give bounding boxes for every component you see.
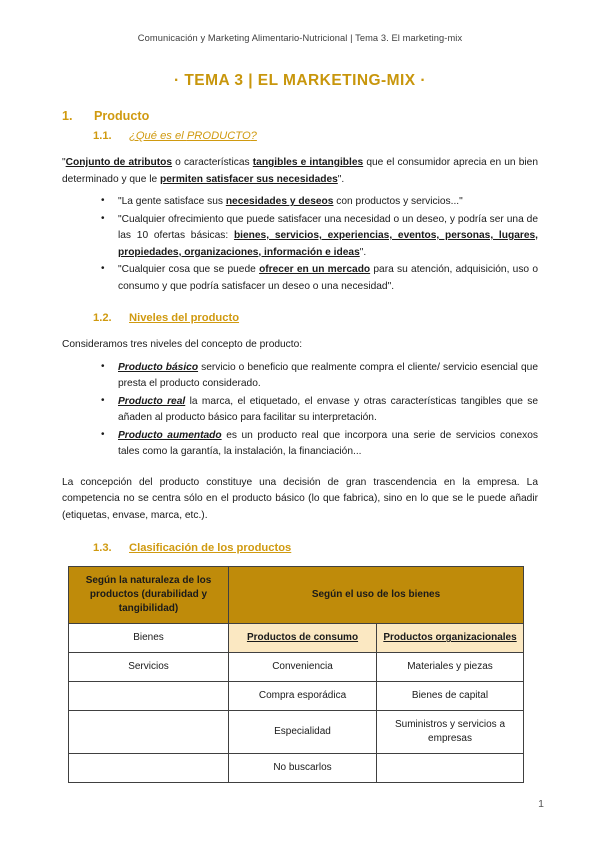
list-item — [101, 194, 538, 211]
heading-1-1-suffix: ? — [250, 130, 257, 142]
bullet-1-text-2: con productos y servicios..." — [333, 196, 463, 208]
page-title: · TEMA 3 | EL MARKETING-MIX · — [173, 72, 427, 89]
heading-1-1-que-es-el-producto — [62, 130, 538, 142]
list-item — [101, 212, 538, 262]
table-cell-servicios: Servicios — [69, 653, 229, 682]
list-item — [101, 394, 538, 427]
heading-1-2-niveles-del-producto — [62, 312, 538, 324]
document-content — [0, 109, 600, 783]
table-header-right: Según el uso de los bienes — [229, 567, 524, 624]
producto-definitions-list — [62, 194, 538, 295]
nivel-1-term: Producto básico — [118, 361, 199, 373]
table-header-left: Según la naturaleza de los productos (durabilidad y tangibilidad) — [69, 567, 229, 624]
table-cell-especialidad: Especialidad — [229, 711, 377, 754]
table-cell-materiales-piezas: Materiales y piezas — [377, 653, 524, 682]
nivel-2-term: Producto real — [118, 395, 186, 407]
table-row — [69, 567, 524, 624]
table-cell-empty — [69, 754, 229, 783]
heading-1-3-number: 1.3. — [93, 542, 112, 555]
heading-1-1-emphasis: PRODUCTO — [186, 130, 251, 142]
heading-1-2-number: 1.2. — [93, 312, 112, 325]
page-number: 1 — [538, 798, 544, 810]
table-cell-empty — [69, 682, 229, 711]
heading-1-3-label: Clasificación de los productos — [129, 542, 292, 555]
heading-1-2-label: Niveles del producto — [129, 312, 240, 325]
bullet-2-text-2: ". — [359, 246, 367, 258]
bullet-3-text-1: "Cualquier cosa que se puede — [118, 264, 260, 276]
heading-1-1-number: 1.1. — [93, 130, 112, 142]
table-cell-conveniencia: Conveniencia — [229, 653, 377, 682]
producto-definition-paragraph — [62, 155, 538, 188]
heading-1-producto — [62, 109, 538, 123]
table-cell-bienes-capital: Bienes de capital — [377, 682, 524, 711]
table-subheader-productos-consumo: Productos de consumo — [229, 624, 377, 653]
table-row — [69, 682, 524, 711]
bullet-2-text-1: "Cualquier ofrecimiento que puede satisfacer una necesidad o un deseo, y podría ser una de las 10 ofertas básicas: — [118, 213, 538, 242]
nivel-1-text: servicio o beneficio que realmente compra el cliente/ servicio esencial que presta el producto considerado. — [118, 361, 538, 390]
table-row — [69, 653, 524, 682]
nivel-3-text: es un producto real que incorpora una serie de servicios conexos tales como la garantía, la instalación, la financiación... — [118, 429, 538, 458]
quote-open: " — [62, 157, 66, 168]
nivel-2-text: la marca, el etiquetado, el envase y otras características tangibles que se añaden al producto básico para facilitar su interpretación. — [118, 395, 539, 424]
nivel-3-term: Producto aumentado — [118, 429, 222, 441]
table-row — [69, 754, 524, 783]
bullet-2-bold: bienes, servicios, experiencias, eventos, personas, lugares, propiedades, organizaciones, información e ideas — [118, 230, 538, 258]
niveles-producto-list — [62, 360, 538, 461]
definition-text-1: o características — [172, 157, 253, 168]
table-row — [69, 624, 524, 653]
niveles-intro-paragraph: Consideramos tres niveles del concepto de producto: — [62, 339, 303, 351]
table-cell-no-buscarlos: No buscarlos — [229, 754, 377, 783]
heading-1-number: 1. — [62, 109, 73, 123]
bullet-1-bold: necesidades y deseos — [225, 196, 334, 208]
definition-bold-3: permiten satisfacer sus necesidades — [159, 173, 338, 185]
heading-1-3-clasificacion-de-los-productos — [62, 542, 538, 554]
table-subheader-productos-organizacionales: Productos organizacionales — [377, 624, 524, 653]
bullet-1-text-1: "La gente satisface sus — [118, 196, 226, 208]
table-cell-empty — [69, 711, 229, 754]
definition-text-2: que el consumidor aprecia en un bien determinado y que le — [62, 157, 538, 185]
heading-1-1-prefix: ¿Qué es el — [129, 130, 187, 142]
table-row — [69, 711, 524, 754]
definition-bold-2: tangibles e intangibles — [252, 157, 364, 168]
list-item — [101, 262, 538, 295]
table-cell-suministros-servicios: Suministros y servicios a empresas — [377, 711, 524, 754]
document-header: Comunicación y Marketing Alimentario-Nutricional | Tema 3. El marketing-mix — [137, 33, 463, 43]
table-cell-bienes: Bienes — [69, 624, 229, 653]
clasificacion-productos-table — [68, 566, 524, 783]
list-item — [101, 360, 538, 393]
table-cell-compra-esporadica: Compra esporádica — [229, 682, 377, 711]
table-cell-empty — [377, 754, 524, 783]
bullet-3-bold: ofrecer en un mercado — [259, 264, 371, 276]
heading-1-1-label — [129, 130, 257, 142]
definition-text-3: ". — [337, 173, 345, 185]
bullet-3-text-2: para su atención, adquisición, uso o consumo y que podría satisfacer un deseo o una necesidad". — [118, 264, 538, 292]
heading-1-label: Producto — [94, 109, 150, 123]
list-item — [101, 428, 538, 461]
concepcion-producto-paragraph: La concepción del producto constituye una decisión de gran trascendencia en la empresa. La competencia no se centra sólo en el producto básico (lo que fabrica), sino en lo que se le puede añadir (etiquetas, envase, marca, etc.). — [62, 476, 538, 521]
definition-bold-1: Conjunto de atributos — [65, 157, 173, 168]
